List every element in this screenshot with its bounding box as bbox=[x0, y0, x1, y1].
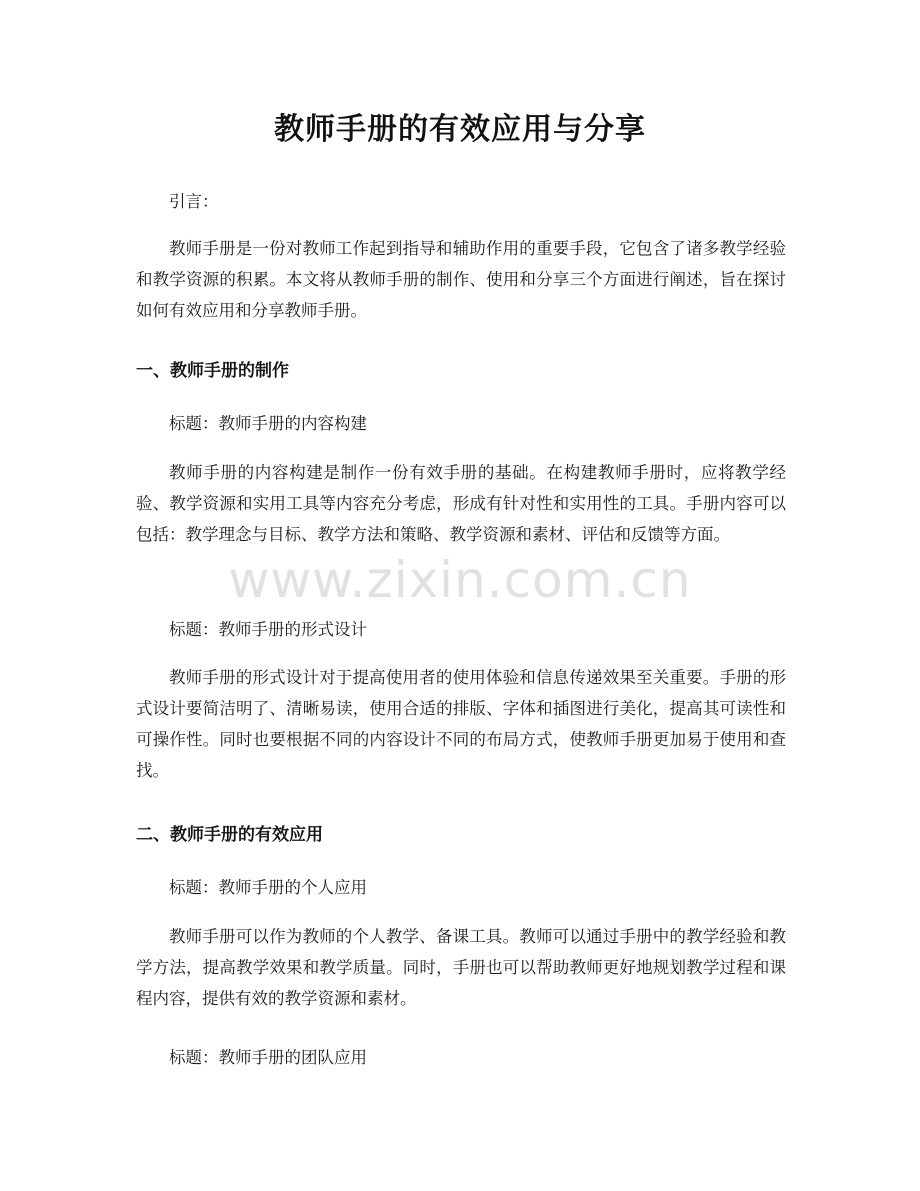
body-paragraph: 教师手册可以作为教师的个人教学、备课工具。教师可以通过手册中的教学经验和教学方法，提高教学效果和教学质量。同时，手册也可以帮助教师更好地规划教学过程和课程内容，提供有效的教学资源和素材。 bbox=[136, 927, 786, 1008]
body-paragraph: 教师手册的内容构建是制作一份有效手册的基础。在构建教师手册时，应将教学经验、教学资源和实用工具等内容充分考虑，形成有针对性和实用性的工具。手册内容可以包括：教学理念与目标、教学方法和策略、教学资源和素材、评估和反馈等方面。 bbox=[136, 463, 786, 544]
section-heading-2: 二、教师手册的有效应用 bbox=[136, 825, 323, 845]
section-heading-1: 一、教师手册的制作 bbox=[136, 361, 289, 381]
watermark: www.zixin.com.cn bbox=[228, 551, 692, 609]
subsection-title: 标题：教师手册的形式设计 bbox=[169, 620, 367, 639]
body-paragraph: 教师手册的形式设计对于提高使用者的使用体验和信息传递效果至关重要。手册的形式设计要简洁明了、清晰易读，使用合适的排版、字体和插图进行美化，提高其可读性和可操作性。同时也要根据不同的内容设计不同的布局方式，使教师手册更加易于使用和查找。 bbox=[136, 668, 786, 780]
subsection-title: 标题：教师手册的内容构建 bbox=[169, 414, 367, 433]
subsection-title: 标题：教师手册的团队应用 bbox=[169, 1048, 367, 1067]
intro-label: 引言： bbox=[169, 192, 219, 211]
intro-paragraph: 教师手册是一份对教师工作起到指导和辅助作用的重要手段，它包含了诸多教学经验和教学资源的积累。本文将从教师手册的制作、使用和分享三个方面进行阐述，旨在探讨如何有效应用和分享教师手册。 bbox=[136, 239, 786, 320]
subsection-title: 标题：教师手册的个人应用 bbox=[169, 878, 367, 897]
document-title: 教师手册的有效应用与分享 bbox=[274, 112, 646, 147]
